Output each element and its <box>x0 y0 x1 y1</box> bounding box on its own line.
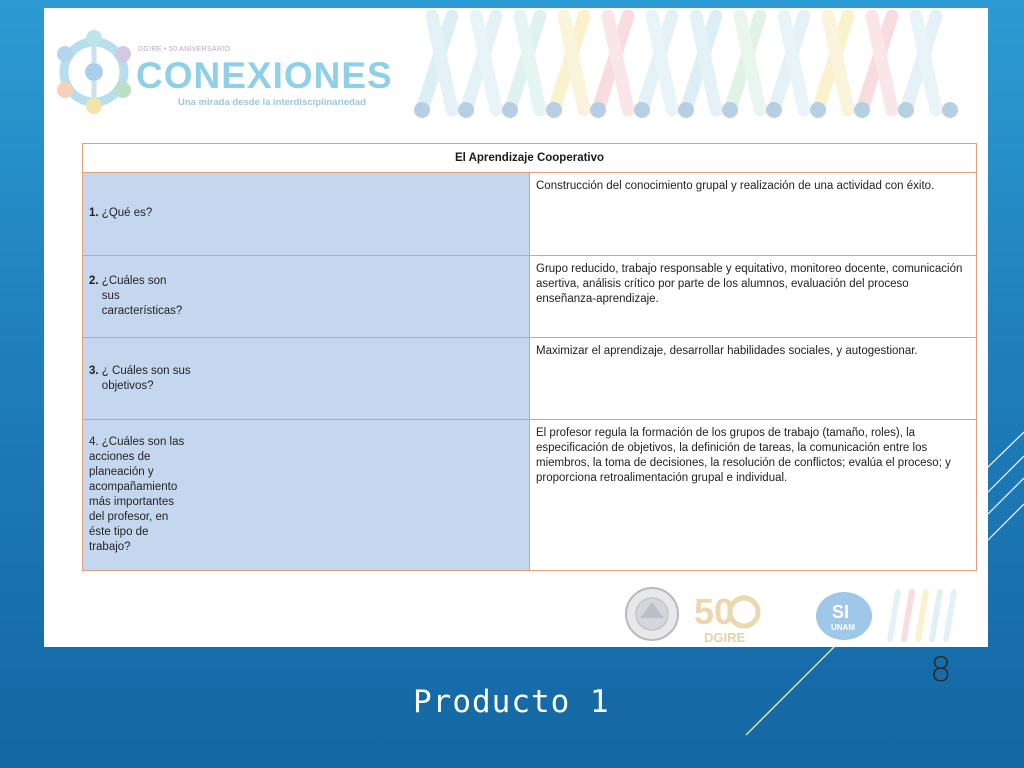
anniversary-label: DGIRE • 50 ANIVERSARIO <box>138 46 231 53</box>
question-number: 2. <box>89 274 102 287</box>
logo-wordmark: CONEXIONES <box>136 55 393 96</box>
question-cell <box>83 173 530 255</box>
footer-logos <box>622 584 962 644</box>
question-text: 4. ¿Cuáles son las acciones de planeación y acompañamiento más importantes del profesor, en éste tipo de trabajo? <box>89 436 185 554</box>
logo-tagline: Una mirada desde la interdisciplinariedad <box>178 97 366 108</box>
dgire-logo-text: DGIRE <box>704 630 746 644</box>
table-row <box>83 337 977 419</box>
unam-seal-icon <box>626 588 678 640</box>
question-cell <box>83 337 530 419</box>
dgire-50-logo-icon <box>694 591 758 644</box>
answer-cell: Grupo reducido, trabajo responsable y equitativo, monitoreo docente, comunicación asertiva, análisis crítico por parte de los alumnos, evaluación del proceso enseñanza-aprendizaje. <box>530 255 977 337</box>
svg-text:50: 50 <box>694 591 735 632</box>
si-logo-text: SI <box>832 602 850 622</box>
question-number: 3. <box>89 364 102 377</box>
page-number: 8 <box>930 650 952 690</box>
embedded-table-image <box>44 8 988 647</box>
slide-caption: Producto 1 <box>413 684 610 720</box>
conexiones-logo-icon <box>50 26 138 118</box>
question-cell <box>83 420 530 571</box>
table-row <box>83 255 977 337</box>
table-row <box>83 173 977 255</box>
stripe-mini-logo-icon <box>890 592 954 639</box>
answer-cell: Maximizar el aprendizaje, desarrollar habilidades sociales, y autogestionar. <box>530 337 977 419</box>
question-cell <box>83 255 530 337</box>
cooperative-learning-table <box>82 143 977 571</box>
answer-cell: El profesor regula la formación de los grupos de trabajo (tamaño, roles), la especificación de objetivos, la definición de tareas, la comunicación entre los miembros, la toma de decisiones, la resolución de conflictos; evalúa el proceso; y proporciona retroalimentación grupal e individual. <box>530 420 977 571</box>
si-logo-subtext: UNAM <box>831 623 855 632</box>
table-row <box>83 420 977 571</box>
table-title: El Aprendizaje Cooperativo <box>83 144 977 173</box>
question-text: ¿Qué es? <box>101 207 153 220</box>
question-text: ¿ Cuáles son sus objetivos? <box>101 364 191 392</box>
question-number: 1. <box>89 207 102 220</box>
si-unam-logo-icon <box>816 592 872 640</box>
header-stripe-pattern <box>412 8 972 126</box>
question-text: ¿Cuáles son sus características? <box>101 274 183 317</box>
answer-cell: Construcción del conocimiento grupal y realización de una actividad con éxito. <box>530 173 977 255</box>
